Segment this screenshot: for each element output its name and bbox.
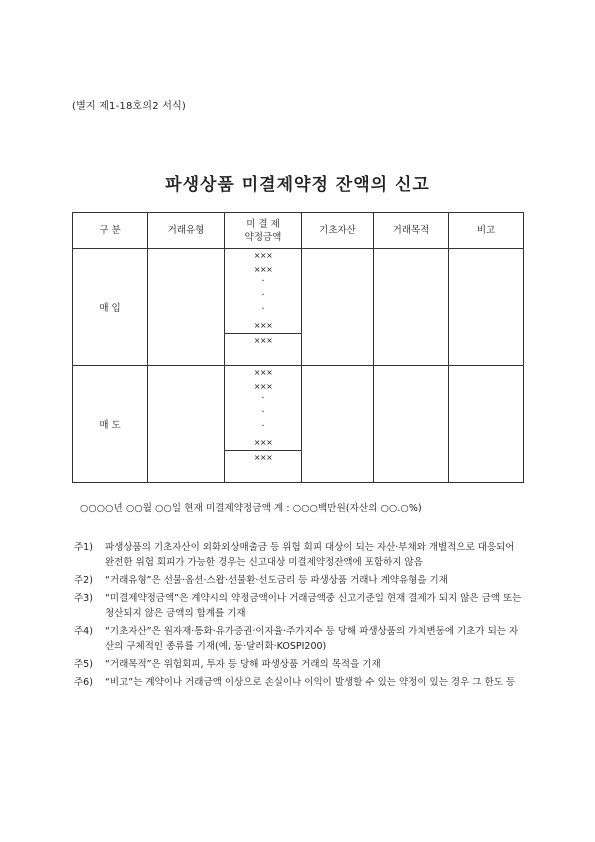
header-category: 구 분 — [73, 213, 148, 249]
footnote-text: “비고”는 계약이나 거래금액 이상으로 손실이나 이익이 발생할 수 있는 약정이 있는 경우 그 한도 등 — [105, 677, 516, 688]
amount-placeholder: ××× — [253, 368, 273, 377]
footnote — [74, 540, 526, 570]
row-label-buy: 매 입 — [73, 249, 148, 366]
cell-remarks — [449, 366, 524, 483]
ellipsis-dot: · — [261, 393, 265, 404]
footnote-text: “기초자산”은 원자재·통화·유가증권·이자율·주가지수 등 당해 파생상품의 가치변동에 기초가 되는 자산의 구체적인 종류를 기재(예, 동·달러화·KOSPI200) — [105, 626, 519, 652]
cell-remarks — [449, 249, 524, 366]
header-purpose: 거래목적 — [374, 213, 449, 249]
footnote-label: 주6) — [74, 677, 93, 688]
ellipsis-dot: · — [261, 276, 265, 287]
cell-underlying — [302, 366, 374, 483]
header-remarks: 비고 — [449, 213, 524, 249]
balance-total-line: ○○○○년 ○○월 ○○일 현재 미결제약정금액 계 : ○○○백만원(자산의 ○○.○%) — [80, 503, 422, 514]
footnote-label: 주2) — [74, 575, 93, 586]
footnote-text: “미결제약정금액”은 계약시의 약정금액이나 거래금액중 신고기준일 현재 결제가 되지 않은 금액 또는 청산되지 않은 금액의 합계를 기재 — [105, 593, 522, 619]
header-underlying: 기초자산 — [302, 213, 374, 249]
footnote-text: “거래목적”은 위험회피, 투자 등 당해 파생상품 거래의 목적을 기재 — [105, 659, 381, 670]
amount-placeholder: ××× — [253, 382, 273, 391]
footnote — [74, 624, 526, 654]
footnote-label: 주5) — [74, 659, 93, 670]
amount-placeholder: ××× — [253, 265, 273, 274]
footnote — [74, 657, 526, 672]
subtotal-placeholder: ××× — [225, 450, 301, 464]
cell-underlying — [302, 249, 374, 366]
ellipsis-dot: · — [261, 290, 265, 301]
footnote — [74, 675, 526, 690]
cell-trade-type — [148, 249, 225, 366]
amount-placeholder: ××× — [253, 438, 273, 447]
table-row-buy — [73, 249, 524, 366]
footnote — [74, 573, 526, 588]
row-label-sell: 매 도 — [73, 366, 148, 483]
form-reference: (별지 제1-18호의2 서식) — [72, 101, 187, 112]
cell-purpose — [374, 366, 449, 483]
table-row-sell — [73, 366, 524, 483]
subtotal-placeholder: ××× — [225, 333, 301, 347]
header-trade-type: 거래유형 — [148, 213, 225, 249]
footnote — [74, 591, 526, 621]
ellipsis-dot: · — [261, 304, 265, 315]
footnote-text: “거래유형”은 선물·옵션·스왑·선물환·선도금리 등 파생상품 거래나 계약유형을 기재 — [105, 575, 448, 586]
footnotes — [74, 540, 526, 693]
open-interest-table — [72, 212, 524, 483]
header-open-interest-line2: 약정금액 — [244, 231, 282, 243]
cell-open-interest — [225, 366, 302, 483]
amount-placeholder: ××× — [253, 251, 273, 260]
footnote-label: 주1) — [74, 542, 93, 553]
header-open-interest — [225, 213, 302, 249]
header-open-interest-line1: 미 결 제 — [246, 218, 280, 230]
table-header-row — [73, 213, 524, 249]
document-title: 파생상품 미결제약정 잔액의 신고 — [165, 175, 430, 195]
footnote-label: 주4) — [74, 626, 93, 637]
cell-open-interest — [225, 249, 302, 366]
amount-placeholder: ××× — [253, 321, 273, 330]
footnote-label: 주3) — [74, 593, 93, 604]
cell-trade-type — [148, 366, 225, 483]
footnote-text: 파생상품의 기초자산이 외화외상매출금 등 위험 회피 대상이 되는 자산·부채와 개별적으로 대응되어 완전한 위험 회피가 가능한 경우는 신고대상 미결제약정잔액에 포함하지 않음 — [105, 542, 515, 568]
ellipsis-dot: · — [261, 421, 265, 432]
ellipsis-dot: · — [261, 407, 265, 418]
cell-purpose — [374, 249, 449, 366]
